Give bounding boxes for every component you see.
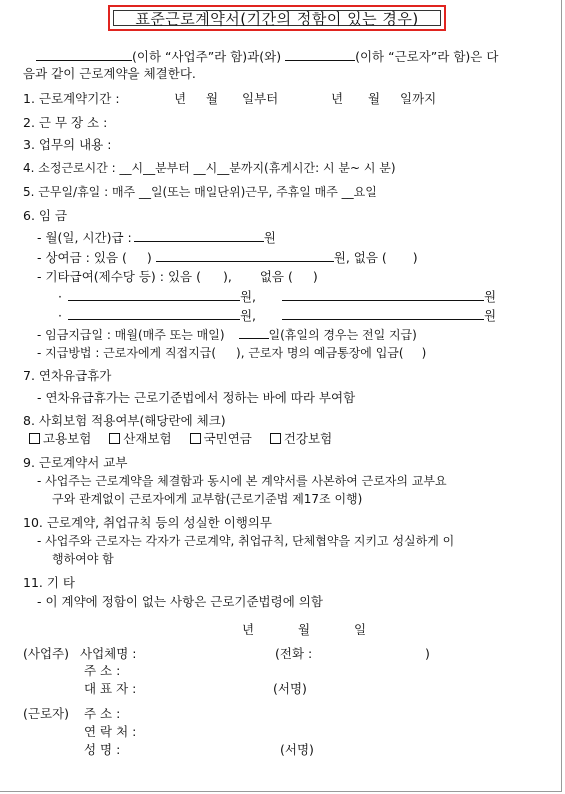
allowance-detail-row-1 [58,288,496,305]
payday-note: 일(휴일의 경우는 전일 지급) [268,328,417,342]
option-label: 산재보험 [123,431,172,446]
section-1-label: 1. 근로계약기간 : [23,91,120,106]
monthly-wage-blank[interactable] [134,229,264,242]
payday-label: - 임금지급일 : 매월(매주 또는 매일) [37,328,225,342]
worker-address-label: 주 소 : [84,706,121,721]
start-year-label: 년 [174,91,187,106]
intro-worker-text: (이하 “근로자”라 함)은 다 [355,49,499,64]
allowance-detail-blank-1a[interactable] [68,288,240,301]
insurance-option-health[interactable] [270,431,332,446]
allowance-detail-blank-2a[interactable] [68,307,240,320]
worker-name-label: 성 명 : [84,742,121,757]
section-9-text-2: 구와 관계없이 근로자에게 교부함(근로기준법 제17조 이행) [52,492,363,506]
section-9-text-1: - 사업주는 근로계약을 체결함과 동시에 본 계약서를 사본하여 근로자의 교부요 [37,474,447,488]
won-unit: 원 [484,289,497,304]
worker-name-blank[interactable] [285,48,355,61]
insurance-option-employment[interactable] [29,431,91,446]
checkbox-icon[interactable] [29,433,40,444]
employer-tag: (사업주) [23,646,69,661]
insurance-option-industrial-accident[interactable] [109,431,171,446]
end-day-label: 일까지 [400,91,437,106]
worker-tag: (근로자) [23,706,69,721]
payday-blank[interactable] [239,326,269,339]
employer-address-label: 주 소 : [84,663,121,678]
document-title: 표준근로계약서(기간의 정함이 있는 경우) [113,10,441,26]
checkbox-icon[interactable] [190,433,201,444]
allowance-label: - 기타급여(제수당 등) : 있음 ( [37,269,201,284]
bonus-amount-blank[interactable] [156,249,334,262]
worker-signature-label: (서명) [280,742,314,757]
allowance-none-paren: ) [312,269,318,284]
bonus-line [37,249,418,266]
insurance-options [29,431,332,447]
bonus-label: - 상여금 : 있음 ( [37,250,127,265]
insurance-option-national-pension[interactable] [190,431,252,446]
payday-line [37,326,417,343]
intro-employer-text: (이하 “사업주”라 함)과(와) [132,49,282,64]
employer-business-name-label: 사업체명 : [80,646,137,661]
option-label: 고용보험 [43,431,92,446]
worker-contact-label: 연 락 처 : [84,724,137,739]
won-comma: 원, [239,289,257,304]
bullet-dot: · [58,308,62,323]
section-5-workdays-holidays: 5. 근무일/휴일 : 매주 __일(또는 매일단위)근무, 주휴일 매주 __요일 [23,185,377,199]
monthly-wage-label: - 월(일, 시간)급 : [37,230,132,245]
employer-phone-label: (전화 : [275,646,313,661]
allowance-paren-close: ), [222,269,232,284]
employer-representative-label: 대 표 자 : [84,681,137,696]
checkbox-icon[interactable] [270,433,281,444]
start-day-label: 일부터 [242,91,279,106]
payment-method-label: - 지급방법 : 근로자에게 직접지급( [37,346,217,360]
allowance-detail-row-2 [58,307,496,324]
section-7-label: 7. 연차유급휴가 [23,368,112,383]
option-label: 국민연금 [203,431,252,446]
bank-deposit-paren: ) [421,346,427,360]
section-8-label: 8. 사회보험 적용여부(해당란에 체크) [23,413,226,428]
section-10-text-2: 행하여야 함 [52,552,114,566]
section-11-text: - 이 계약에 정함이 없는 사항은 근로기준법령에 의함 [37,594,323,609]
bonus-none-paren: ) [412,250,418,265]
title-highlight-box [108,5,446,31]
allowance-line [37,269,318,285]
employer-phone-close: ) [425,646,430,661]
allowance-none-label: 없음 ( [259,269,293,284]
bonus-none-label: 원, 없음 ( [333,250,387,265]
contract-date-year: 년 [242,622,255,637]
won-unit: 원 [263,230,276,245]
option-label: 건강보험 [283,431,333,446]
section-2-workplace: 2. 근 무 장 소 : [23,115,108,130]
section-10-text-1: - 사업주와 근로자는 각자가 근로계약, 취업규칙, 단체협약을 지키고 성실하게 이 [37,534,455,548]
won-unit: 원 [484,308,497,323]
start-month-label: 월 [206,91,219,106]
payment-method-line [37,345,426,361]
section-10-label: 10. 근로계약, 취업규칙 등의 성실한 이행의무 [23,515,272,530]
section-6-label: 6. 임 금 [23,208,68,223]
bonus-paren-close: ) [146,250,152,265]
intro-line-2: 음과 같이 근로계약을 체결한다. [23,66,196,81]
bank-deposit-label: ), 근로자 명의 예금통장에 입금( [236,346,404,360]
section-11-label: 11. 기 타 [23,575,75,590]
section-4-working-hours: 4. 소정근로시간 : __시__분부터 __시__분까지(휴게시간: 시 분~ 시 분) [23,161,396,175]
checkbox-icon[interactable] [109,433,120,444]
section-1-contract-period [23,91,437,107]
contract-date-day: 일 [354,622,367,637]
end-month-label: 월 [368,91,381,106]
employer-signature-label: (서명) [273,681,307,696]
allowance-detail-blank-2b[interactable] [282,307,484,320]
intro-line-1 [36,48,498,65]
section-3-job-description: 3. 업무의 내용 : [23,137,112,152]
employer-name-blank[interactable] [36,48,132,61]
monthly-wage-line [37,229,276,246]
won-comma: 원, [239,308,257,323]
end-year-label: 년 [331,91,344,106]
bullet-dot: · [58,289,62,304]
contract-date-month: 월 [298,622,311,637]
section-7-text: - 연차유급휴가는 근로기준법에서 정하는 바에 따라 부여함 [37,390,356,405]
allowance-detail-blank-1b[interactable] [282,288,484,301]
section-9-label: 9. 근로계약서 교부 [23,455,128,470]
